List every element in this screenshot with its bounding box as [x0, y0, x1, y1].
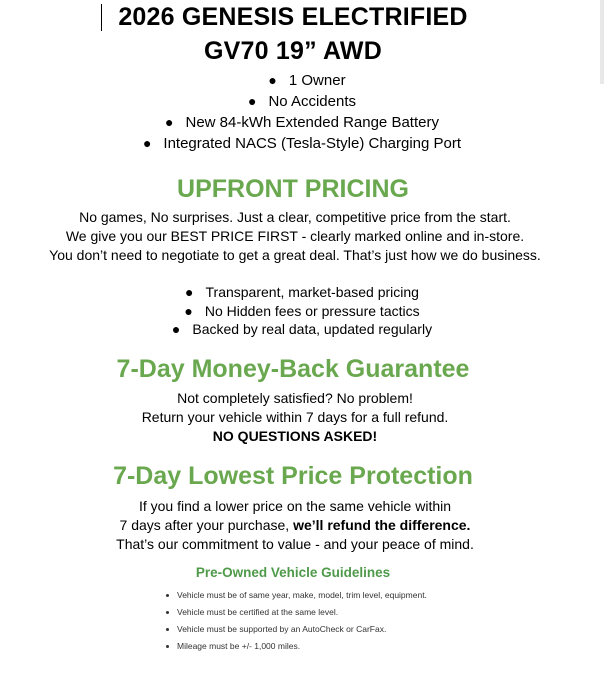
feature-text: New 84-kWh Extended Range Battery: [185, 114, 439, 131]
bullet-text: Backed by real data, updated regularly: [192, 321, 433, 337]
feature-item: [0, 70, 604, 91]
guideline-item: Vehicle must be certified at the same level.: [165, 607, 435, 618]
bullet-icon: ●: [185, 284, 194, 300]
bullet-icon: ●: [184, 302, 193, 319]
pricing-bullet-item: [0, 283, 604, 302]
paragraph-line: That’s our commitment to value - and your peace of mind.: [116, 536, 474, 552]
bullet-icon: ●: [165, 114, 174, 130]
paragraph-line: [0, 516, 590, 535]
vehicle-title-line1: 2026 GENESIS ELECTRIFIED: [118, 3, 468, 31]
upfront-pricing-bullets: [0, 283, 604, 339]
paragraph-line: No games, No surprises. Just a clear, competitive price from the start.: [79, 209, 511, 225]
pricing-bullet-item: [0, 320, 604, 339]
feature-text: 1 Owner: [288, 72, 346, 89]
paragraph-line: Not completely satisfied? No problem!: [177, 390, 413, 406]
upfront-pricing-heading: UPFRONT PRICING: [177, 175, 409, 203]
upfront-pricing-text: [0, 208, 590, 265]
paragraph-line: If you find a lower price on the same vehicle within: [138, 498, 452, 514]
paragraph-line: You don’t need to negotiate to get a great deal. That’s just how we do business.: [49, 247, 541, 263]
feature-item: [0, 91, 604, 112]
paragraph-line: Return your vehicle within 7 days for a full refund.: [141, 409, 449, 425]
money-back-guarantee-heading: 7-Day Money-Back Guarantee: [116, 355, 470, 383]
money-back-guarantee-text: [0, 389, 590, 446]
feature-item: [0, 112, 604, 133]
vehicle-features-list: [0, 70, 604, 154]
guidelines-list: [165, 590, 435, 658]
guideline-item: Vehicle must be of same year, make, model, trim level, equipment.: [165, 590, 435, 601]
guideline-item: Mileage must be +/- 1,000 miles.: [165, 641, 435, 652]
guideline-item: Vehicle must be supported by an AutoCheck or CarFax.: [165, 624, 435, 635]
no-questions-asked-text: NO QUESTIONS ASKED!: [212, 428, 378, 444]
bullet-text: No Hidden fees or pressure tactics: [204, 302, 420, 319]
bullet-icon: ●: [142, 135, 152, 151]
price-protection-text: [0, 497, 590, 554]
paragraph-line-prefix: 7 days after your purchase,: [119, 517, 294, 533]
vehicle-title-line2: GV70 19” AWD: [204, 37, 382, 65]
bullet-icon: ●: [171, 321, 181, 337]
feature-text: Integrated NACS (Tesla-Style) Charging Port: [163, 135, 462, 152]
price-protection-heading: 7-Day Lowest Price Protection: [113, 462, 473, 490]
pricing-bullet-item: [0, 302, 604, 321]
guidelines-heading: Pre-Owned Vehicle Guidelines: [195, 565, 391, 580]
bullet-text: Transparent, market-based pricing: [205, 284, 419, 300]
feature-text: No Accidents: [268, 93, 356, 110]
feature-item: [0, 133, 604, 154]
refund-difference-text: we’ll refund the difference.: [293, 517, 471, 533]
bullet-icon: ●: [247, 93, 257, 109]
paragraph-line: We give you our BEST PRICE FIRST - clearly marked online and in-store.: [65, 228, 525, 244]
bullet-icon: ●: [268, 72, 277, 88]
